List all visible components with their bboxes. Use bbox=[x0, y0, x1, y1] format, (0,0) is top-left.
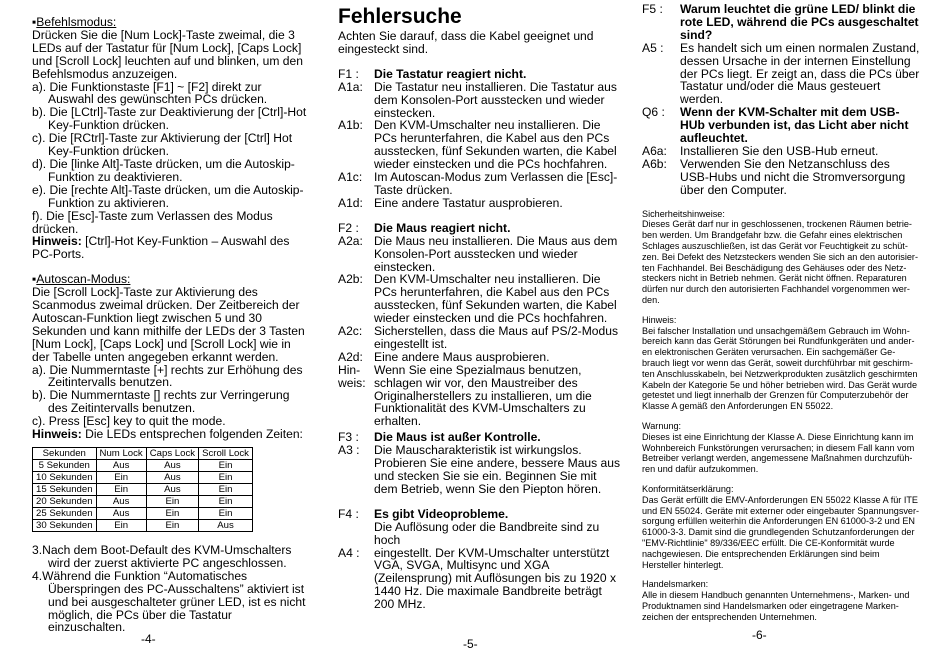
entry-key: Hin- weis: bbox=[338, 362, 366, 390]
page-title: Fehlersuche bbox=[338, 5, 462, 28]
answer-entry bbox=[338, 273, 621, 325]
hinweis-text: Die LEDs entsprechen folgenden Zeiten: bbox=[81, 427, 303, 442]
answer-entry bbox=[338, 351, 621, 364]
entry-text: Sicherstellen, dass die Maus auf PS/2-Modus eingestellt ist. bbox=[374, 324, 619, 351]
autoscan-list bbox=[32, 364, 307, 429]
befehl-intro: Drücken Sie die [Num Lock]-Taste zweimal, die 3 LEDs auf der Tastatur für [Num Lock], [Caps Lock] und [Scroll Lock] leuchten auf und blinken, um den Befehlsmodus anzuzeigen. bbox=[32, 27, 303, 81]
befehl-heading-line: ▪Befehlsmodus: bbox=[32, 15, 117, 29]
table-cell: Ein bbox=[96, 484, 146, 496]
konform-heading: Konformitätserklärung: bbox=[642, 483, 734, 494]
entry-key: A2b: bbox=[338, 272, 363, 287]
entry-key: A2c: bbox=[338, 324, 363, 339]
answer-entry bbox=[642, 42, 920, 107]
column-left bbox=[32, 16, 307, 634]
table-cell: Aus bbox=[146, 472, 198, 484]
handel-text: Alle in diesem Handbuch genannten Unternehmens-, Marken- und Produktnamen sind Handelsmarken oder eingetragene Marken-zeichen der entsprechenden Unternehmen. bbox=[642, 590, 910, 622]
hinweis-label: Hinweis: bbox=[32, 427, 82, 442]
entry-key: A1d: bbox=[338, 195, 363, 210]
answer-entry bbox=[642, 145, 920, 158]
list-item: a). Die Nummerntaste [+] rechts zur Erhöhung des Zeitintervalls benutzen. bbox=[32, 362, 303, 390]
troubleshoot-intro: Achten Sie darauf, dass die Kabel geeignet und eingesteckt sind. bbox=[338, 29, 594, 56]
answer-entry bbox=[338, 444, 621, 496]
hinweis-note bbox=[32, 428, 307, 441]
handel-heading: Handelsmarken: bbox=[642, 579, 709, 590]
answer-entry bbox=[338, 521, 621, 547]
list-item: d). Die [linke Alt]-Taste drücken, um die Autoskip-Funktion zu deaktivieren. bbox=[32, 156, 295, 184]
autoscan-intro: Die [Scroll Lock]-Taste zur Aktivierung des Scanmodus zweimal drücken. Der Zeitbereich der Autoscan-Funktion liegt zwischen 5 und 30 Sekunden und kann mithilfe der LEDs der 3 Tasten [Num Lock], [Caps Lock] und [Scroll Lock] wie in der Tabelle unten angegeben erkannt werden. bbox=[32, 285, 305, 364]
list-item: e). Die [rechte Alt]-Taste drücken, um die Autoskip-Funktion zu aktivieren. bbox=[32, 182, 304, 210]
entry-key: F3 : bbox=[338, 430, 359, 445]
table-header: Scroll Lock bbox=[199, 448, 253, 460]
table-cell: Ein bbox=[146, 496, 198, 508]
table-cell: Ein bbox=[199, 508, 253, 520]
entry-text: eingestellt. Der KVM-Umschalter unterstützt VGA, SVGA, Multisync und XGA (Zeilensprung) mit Auflösungen bis zu 1920 x 1440 Hz. Die maximale Bandbreite beträgt 200 MHz. bbox=[374, 545, 617, 612]
entry-key: A1a: bbox=[338, 79, 363, 94]
answer-entry bbox=[338, 119, 621, 171]
led-timing-table bbox=[32, 447, 253, 532]
answer-entry bbox=[338, 197, 621, 210]
list-item: f). Die [Esc]-Taste zum Verlassen des Modus drücken. bbox=[32, 208, 273, 236]
entry-key: Q6 : bbox=[642, 105, 665, 120]
table-header: Num Lock bbox=[96, 448, 146, 460]
table-cell: Ein bbox=[96, 472, 146, 484]
table-cell: Aus bbox=[96, 508, 146, 520]
table-row bbox=[33, 508, 253, 520]
hinweis-text: [Ctrl]-Hot Key-Funktion – Auswahl des PC-Ports. bbox=[32, 234, 290, 262]
column-right bbox=[642, 3, 920, 622]
entry-key: A3 : bbox=[338, 443, 360, 458]
table-cell: Ein bbox=[146, 508, 198, 520]
entry-key: F2 : bbox=[338, 220, 359, 235]
befehl-list bbox=[32, 81, 307, 236]
warnung-heading: Warnung: bbox=[642, 420, 682, 431]
entry-text: Warum leuchtet die grüne LED/ blinkt die rote LED, während die PCs ausgeschaltet sind? bbox=[680, 2, 919, 42]
answer-entry bbox=[338, 547, 621, 612]
answer-entry bbox=[338, 364, 621, 429]
hinweis-text: Bei falscher Installation und unsachgemäßem Gebrauch im Wohn-bereich kann das Gerät Störungen bei Rundfunkgeräten und ander-en elektronischen Geräten verursachen. Ein sachgemäßer Ge-brauch liegt vor wenn das Gerät, soweit durchführbar mit geschirm-ten Anschlusskabeln, bei Netzwerkprodukten zusätzlich geschirmten Kabeln der Kategorie 5e und höher betrieben wird. Das Gerät wurde getestet und liegt innerhalb der Grenzen für Computerzubehör der Klasse A gemäß den Anforderungen EN 55022. bbox=[642, 325, 918, 412]
table-row bbox=[33, 460, 253, 472]
autoscan-heading-line: ▪Autoscan-Modus: bbox=[32, 272, 131, 287]
list-item: a). Die Funktionstaste [F1] ~ [F2] direkt zur Auswahl des gewünschten PCs drücken. bbox=[32, 79, 268, 107]
table-cell: Ein bbox=[96, 520, 146, 532]
konform-text: Das Gerät erfüllt die EMV-Anforderungen EN 55022 Klasse A für ITE und EN 55024. Geräte mit externer oder eingebauter Spannungsver-sorgung erfüllen weiterhin die Anforderungen EN 61000-3-2 und EN 61000-3-3. Damit sind die grundlegenden Schutzanforderungen der "EMV-Richtlinie" 89/336/EEC erfüllt. Die CE-Konformität wurde nachgewiesen. Die entsprechenden Erklärungen sind beim Hersteller hinterlegt. bbox=[642, 494, 920, 570]
table-cell: Ein bbox=[199, 472, 253, 484]
page-number: -5- bbox=[463, 637, 478, 651]
table-header: Caps Lock bbox=[146, 448, 198, 460]
page-number: -6- bbox=[752, 628, 767, 642]
answer-entry bbox=[338, 171, 621, 197]
problem-entry bbox=[642, 3, 920, 42]
answer-entry bbox=[642, 158, 920, 197]
answer-entry bbox=[338, 81, 621, 120]
autoscan-heading: Autoscan-Modus: bbox=[36, 272, 131, 287]
entry-key: A5 : bbox=[642, 40, 664, 55]
entry-text: Den KVM-Umschalter neu installieren. Die PCs herunterfahren, die Kabel aus den PCs ausstecken, fünf Sekunden warten, die Kabel wieder einstecken und die PCs hochfahren. bbox=[374, 272, 617, 326]
table-cell: Ein bbox=[199, 484, 253, 496]
troubleshoot-list bbox=[338, 68, 621, 611]
table-row bbox=[33, 520, 253, 532]
troubleshoot-group bbox=[338, 222, 621, 496]
column-middle bbox=[338, 4, 621, 611]
table-row bbox=[33, 472, 253, 484]
list-item: b). Die [LCtrl]-Taste zur Deaktivierung der [Ctrl]-Hot Key-Funktion drücken. bbox=[32, 105, 307, 133]
entry-text: Es gibt Videoprobleme. bbox=[374, 506, 509, 521]
entry-text: Die Tastatur neu installieren. Die Tastatur aus dem Konsolen-Port ausstecken und wieder einstecken. bbox=[374, 79, 617, 120]
entry-text: Im Autoscan-Modus zum Verlassen die [Esc]-Taste drücken. bbox=[374, 170, 618, 197]
table-cell: Aus bbox=[199, 520, 253, 532]
table-cell: 10 Sekunden bbox=[33, 472, 97, 484]
table-cell: Aus bbox=[146, 484, 198, 496]
problem-entry bbox=[338, 222, 621, 235]
table-cell: Ein bbox=[199, 460, 253, 472]
table-header-row bbox=[33, 448, 253, 460]
table-header: Sekunden bbox=[33, 448, 97, 460]
table-cell: 25 Sekunden bbox=[33, 508, 97, 520]
problem-entry bbox=[338, 508, 621, 521]
entry-text: Die Auflösung oder die Bandbreite sind zu hoch bbox=[374, 519, 600, 547]
numbered-item: 3.Nach dem Boot-Default des KVM-Umschalters wird der zuerst aktivierte PC angeschlossen. bbox=[32, 543, 292, 570]
warnung-text: Dieses ist eine Einrichtung der Klasse A. Diese Einrichtung kann im Wohnbereich Funkstörungen verursachen; in diesem Fall kann vom Betreiber verlangt werden, angemessene Maßnahmen durchzufüh-ren und dafür aufzukommen. bbox=[642, 431, 915, 475]
list-item: c). Press [Esc] key to quit the mode. bbox=[32, 414, 226, 429]
entry-key: F5 : bbox=[642, 2, 663, 16]
problem-entry bbox=[338, 68, 621, 81]
table-row bbox=[33, 484, 253, 496]
numbered-item: 4.Während die Funktion “Automatisches Überspringen des PC-Ausschaltens” aktiviert ist und bei ausgeschalteter grüner LED, ist es nicht möglich, die PCs über die Tastatur einzuschalten. bbox=[32, 568, 306, 635]
table-row bbox=[33, 496, 253, 508]
table-cell: Aus bbox=[146, 460, 198, 472]
list-item: c). Die [RCtrl]-Taste zur Aktivierung der [Ctrl] Hot Key-Funktion drücken. bbox=[32, 131, 293, 159]
entry-key: F4 : bbox=[338, 506, 359, 521]
entry-key: A1b: bbox=[338, 118, 363, 133]
entry-key: A2a: bbox=[338, 233, 363, 248]
answer-entry bbox=[338, 235, 621, 274]
list-item: b). Die Nummerntaste [] rechts zur Verringerung des Zeitintervalls benutzen. bbox=[32, 388, 290, 416]
hinweis-heading: Hinweis: bbox=[642, 314, 677, 325]
page-number: -4- bbox=[141, 632, 156, 646]
entry-key: A2d: bbox=[338, 349, 363, 364]
troubleshoot-group bbox=[338, 68, 621, 210]
table-cell: Aus bbox=[96, 460, 146, 472]
hinweis-note bbox=[32, 235, 307, 261]
table-cell: Ein bbox=[199, 496, 253, 508]
hinweis-label: Hinweis: bbox=[32, 234, 82, 249]
entry-key: A4 : bbox=[338, 545, 360, 560]
entry-key: A6a: bbox=[642, 143, 667, 158]
entry-text: Die Mauscharakteristik ist wirkungslos. Probieren Sie eine andere, bessere Maus aus und stecken Sie sie ein. Beginnen Sie mit dem Betrieb, wenn Sie den Piepton hören. bbox=[374, 443, 621, 496]
entry-text: Verwenden Sie den Netzanschluss des USB-Hubs und nicht die Stromversorgung über den Computer. bbox=[680, 156, 906, 197]
entry-text: Eine andere Maus ausprobieren. bbox=[374, 349, 550, 364]
answer-entry bbox=[338, 325, 621, 351]
troubleshoot-group bbox=[338, 508, 621, 611]
entry-text: Die Tastatur reagiert nicht. bbox=[374, 66, 527, 81]
entry-key: A1c: bbox=[338, 170, 363, 185]
entry-text: Die Maus neu installieren. Die Maus aus dem Konsolen-Port ausstecken und wieder einstecken. bbox=[374, 233, 618, 274]
table-cell: Ein bbox=[146, 520, 198, 532]
entry-text: Eine andere Tastatur ausprobieren. bbox=[374, 195, 563, 210]
entry-key: A6b: bbox=[642, 156, 667, 171]
table-cell: 5 Sekunden bbox=[33, 460, 97, 472]
entry-text: Die Maus reagiert nicht. bbox=[374, 220, 511, 235]
troubleshoot-list bbox=[642, 3, 920, 197]
entry-text: Es handelt sich um einen normalen Zustand, dessen Ursache in der internen Einstellung der PCs liegt. Er zeigt an, dass die PCs über Tastatur und/oder die Maus gesteuert werden. bbox=[680, 40, 920, 107]
table-cell: 15 Sekunden bbox=[33, 484, 97, 496]
entry-key: F1 : bbox=[338, 66, 359, 81]
safety-heading: Sicherheitshinweise: bbox=[642, 208, 725, 219]
befehl-heading: Befehlsmodus: bbox=[36, 15, 117, 29]
table-cell: 20 Sekunden bbox=[33, 496, 97, 508]
entry-text: Wenn Sie eine Spezialmaus benutzen, schlagen wir vor, den Maustreiber des Originalherstellers zu installieren, um die Funktionalität des KVM-Umschalters zu erhalten. bbox=[374, 362, 592, 429]
table-cell: Aus bbox=[96, 496, 146, 508]
problem-entry bbox=[642, 106, 920, 145]
entry-text: Den KVM-Umschalter neu installieren. Die PCs herunterfahren, die Kabel aus den PCs ausstecken, fünf Sekunden warten, die Kabel wieder einstecken und die PCs hochfahren. bbox=[374, 118, 617, 172]
table-cell: 30 Sekunden bbox=[33, 520, 97, 532]
legal-notes bbox=[642, 209, 920, 623]
entry-text: Wenn der KVM-Schalter mit dem USB-HUb verbunden ist, das Licht aber nicht aufleuchtet. bbox=[680, 105, 909, 146]
entry-text: Die Maus ist außer Kontrolle. bbox=[374, 430, 541, 445]
entry-key bbox=[338, 521, 374, 547]
entry-text: Installieren Sie den USB-Hub erneut. bbox=[680, 143, 879, 158]
safety-text: Dieses Gerät darf nur in geschlossenen, trockenen Räumen betrie-ben werden. Um Brandgefahr bzw. die Gefahr eines elektrischen Schlages auszuschließen, ist das Gerät vor Feuchtigkeit zu schüt-zen. Bei Defekt des Netzsteckers wenden Sie sich an den autorisier-ten Fachhandel. Bei Beschädigung des Gehäuses oder des Netz-steckers nicht in Betrieb nehmen. Gerät nicht öffnen. Reparaturen dürfen nur durch den autorisierten Fachhandel vorgenommen wer-den. bbox=[642, 219, 918, 305]
